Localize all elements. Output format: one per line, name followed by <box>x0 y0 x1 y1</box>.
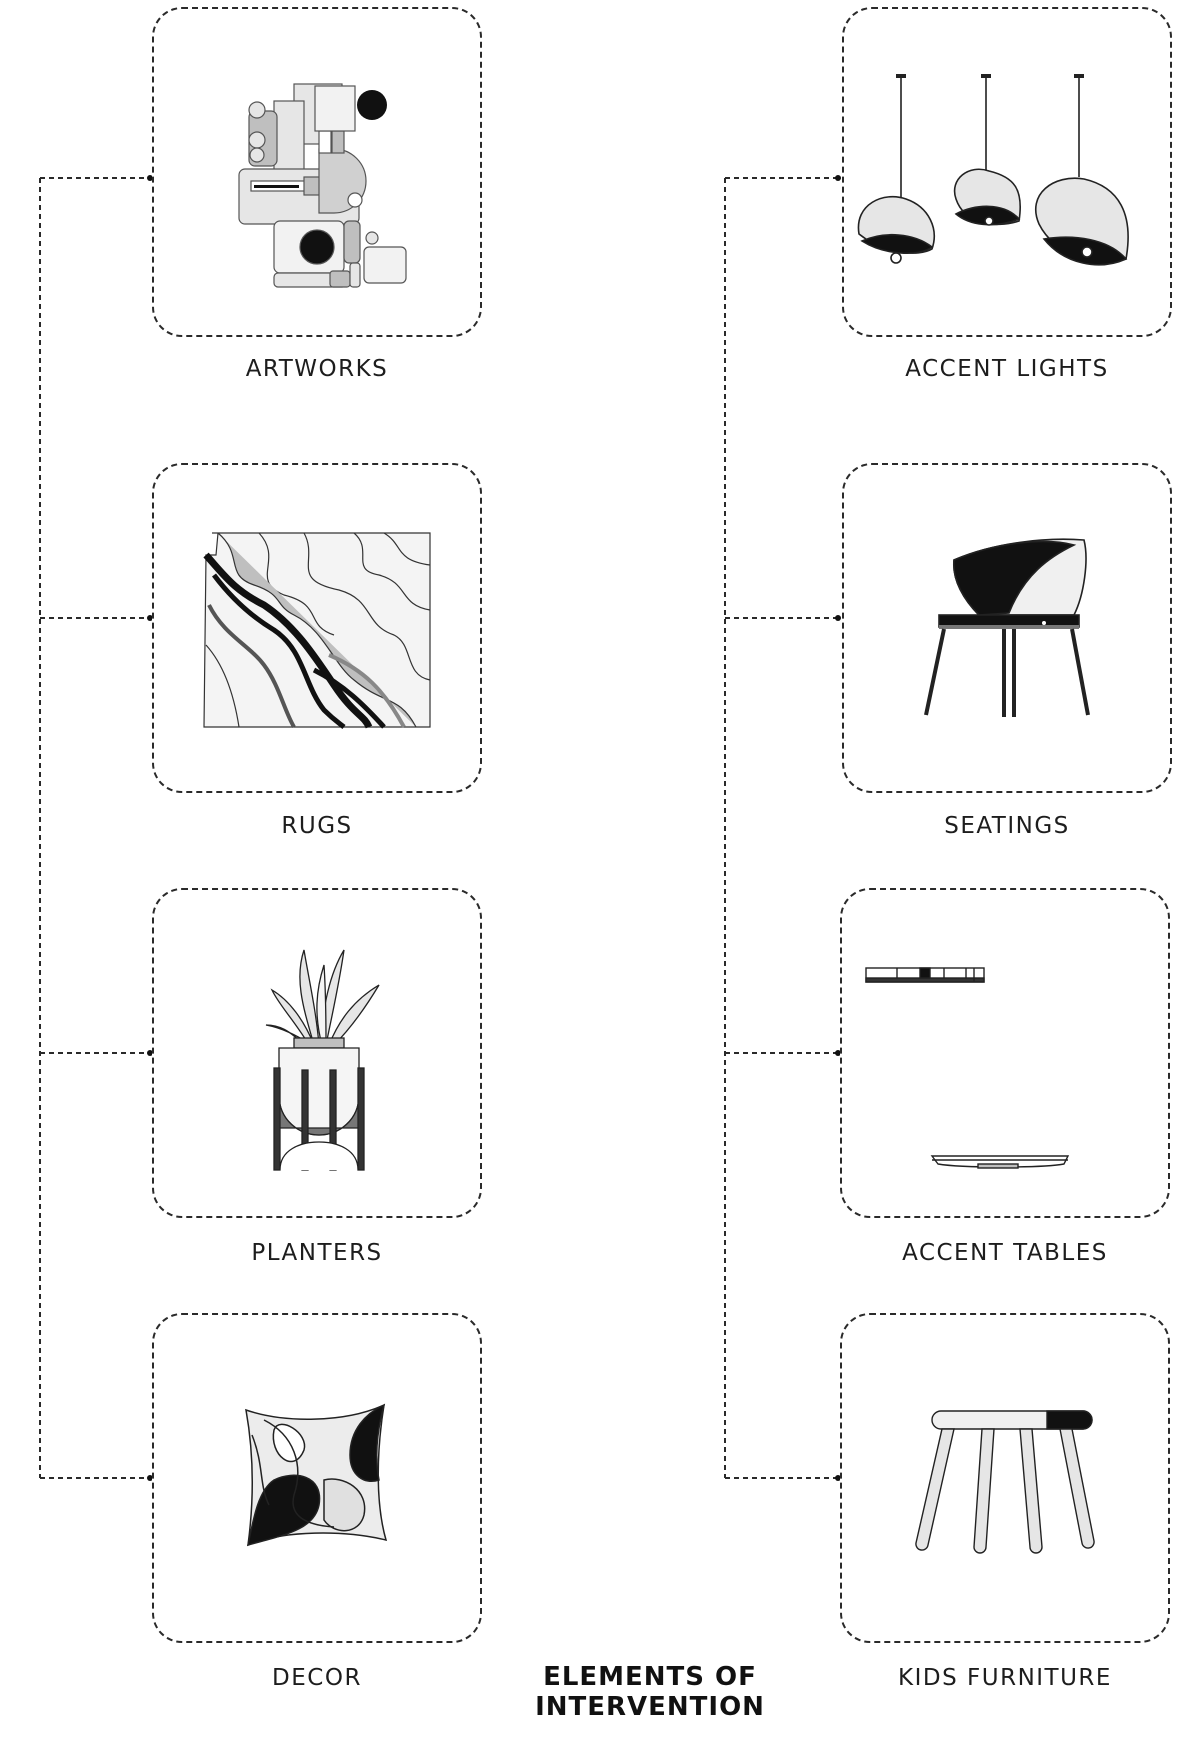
rug-icon <box>154 465 480 791</box>
artworks-label: ARTWORKS <box>245 356 389 382</box>
kids-furniture-card <box>840 1313 1170 1643</box>
kids-furniture-label: KIDS FURNITURE <box>898 1665 1112 1691</box>
seatings-card <box>842 463 1172 793</box>
rugs-card <box>152 463 482 793</box>
pendant-lights-icon <box>844 9 1170 335</box>
cushion-icon <box>154 1315 480 1641</box>
planters-card <box>152 888 482 1218</box>
seatings-label: SEATINGS <box>944 813 1070 839</box>
planters-label: PLANTERS <box>251 1240 383 1266</box>
accent-lights-label: ACCENT LIGHTS <box>905 356 1109 382</box>
decor-label: DECOR <box>272 1665 362 1691</box>
artworks-card <box>152 7 482 337</box>
diagram-title: ELEMENTS OF INTERVENTION <box>535 1662 765 1722</box>
accent-tables-label: ACCENT TABLES <box>902 1240 1108 1266</box>
decor-card <box>152 1313 482 1643</box>
stool-icon <box>842 1315 1168 1641</box>
accent-lights-card <box>842 7 1172 337</box>
chair-icon <box>844 465 1170 791</box>
accent-tables-icon <box>842 890 1168 1216</box>
accent-tables-card <box>840 888 1170 1218</box>
rugs-label: RUGS <box>281 813 353 839</box>
artworks-icon <box>154 9 480 335</box>
planter-icon <box>154 890 480 1216</box>
